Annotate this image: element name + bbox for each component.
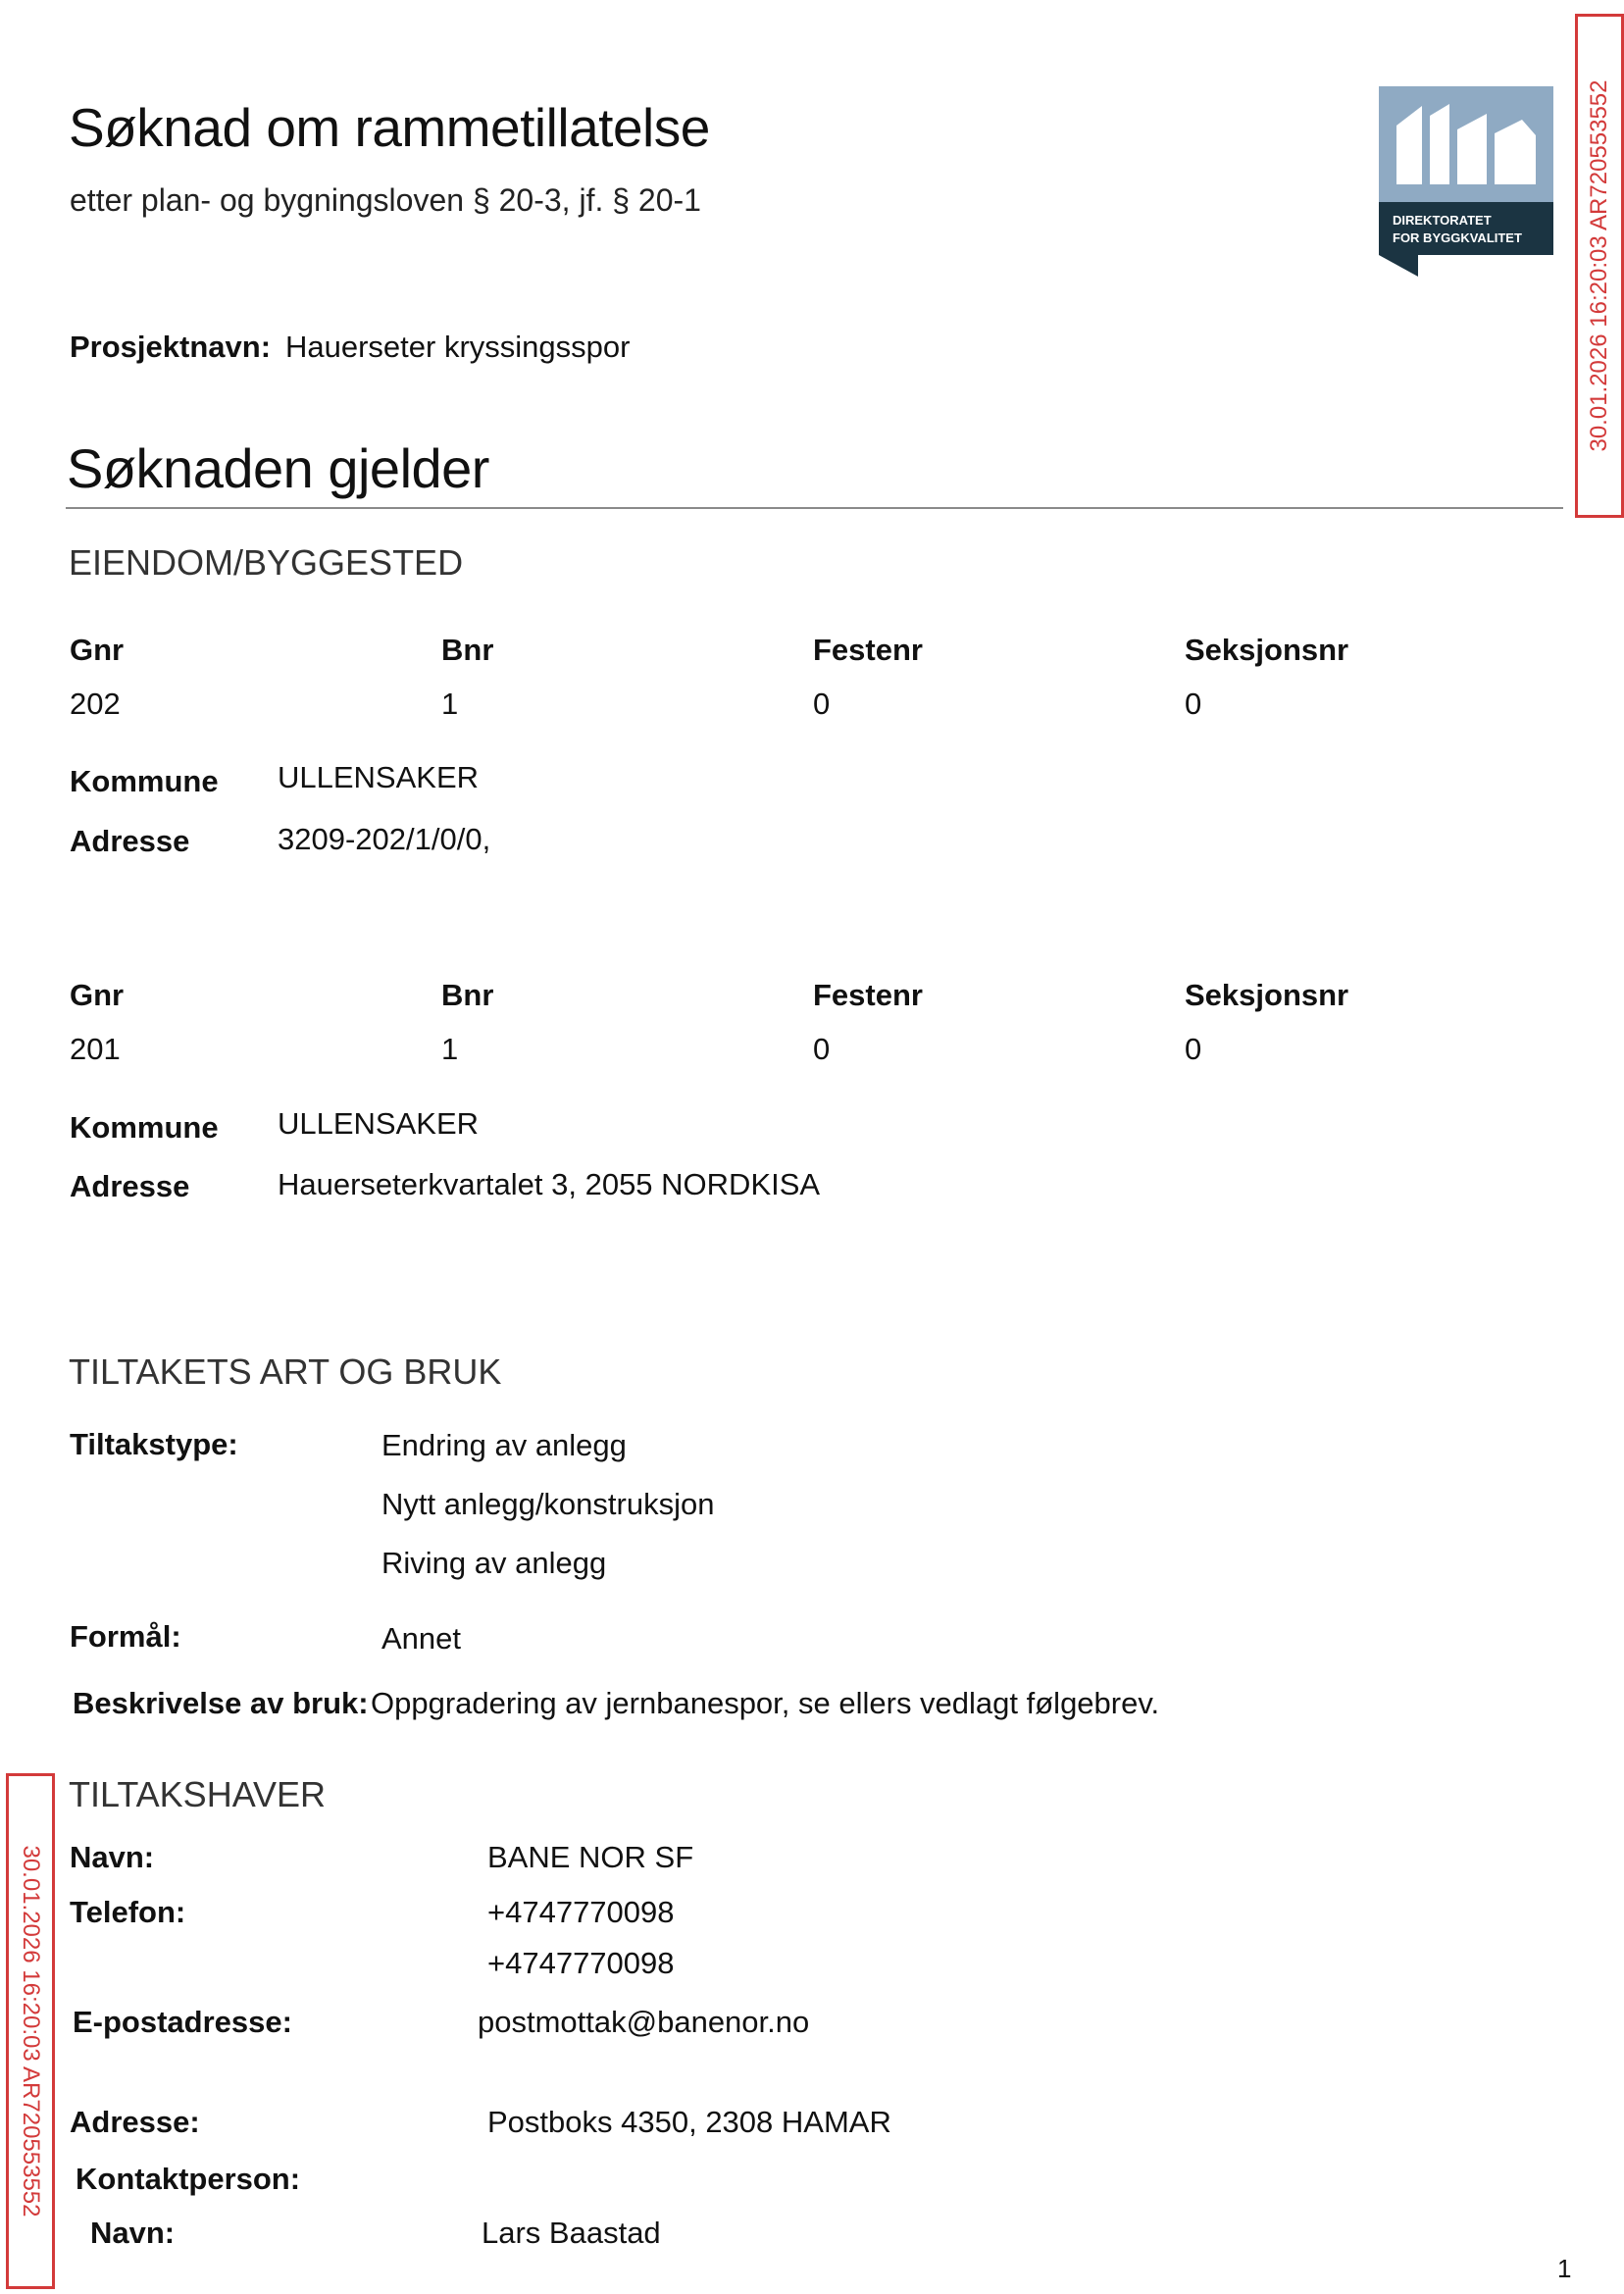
bnr-value: 1: [441, 1032, 459, 1066]
tiltakstype-value: Nytt anlegg/konstruksjon: [381, 1487, 715, 1521]
adresse-value: Postboks 4350, 2308 HAMAR: [487, 2105, 891, 2139]
gnr-value: 201: [70, 1032, 121, 1066]
tiltakstype-value: Riving av anlegg: [381, 1546, 607, 1580]
document-subtitle: etter plan- og bygningsloven § 20-3, jf. § 20-1: [70, 182, 701, 218]
beskrivelse-value: Oppgradering av jernbanespor, se ellers vedlagt følgebrev.: [371, 1686, 1160, 1720]
kommune-label: Kommune: [70, 764, 219, 798]
adresse-label: Adresse: [70, 824, 190, 858]
kontaktperson-label: Kontaktperson:: [76, 2162, 301, 2196]
tiltak-heading: TILTAKETS ART OG BRUK: [69, 1351, 502, 1392]
kommune-value: ULLENSAKER: [278, 760, 480, 794]
project-value: Hauerseter kryssingsspor: [285, 330, 631, 364]
kontakt-navn-label: Navn:: [90, 2216, 176, 2250]
adresse-label: Adresse: [70, 1169, 190, 1203]
epost-value: postmottak@banenor.no: [478, 2005, 810, 2039]
festenr-value: 0: [813, 687, 831, 721]
col-header-seksjonsnr: Seksjonsnr: [1185, 633, 1349, 667]
section-heading: Søknaden gjelder: [67, 437, 489, 499]
epost-label: E-postadresse:: [73, 2005, 292, 2039]
col-header-seksjonsnr: Seksjonsnr: [1185, 978, 1349, 1012]
adresse-value: 3209-202/1/0/0,: [278, 822, 491, 856]
formal-label: Formål:: [70, 1619, 181, 1654]
seksjonsnr-value: 0: [1185, 687, 1202, 721]
project-label: Prosjektnavn:: [70, 330, 272, 364]
telefon-label: Telefon:: [70, 1895, 186, 1929]
logo-text-line2: FOR BYGGKVALITET: [1393, 230, 1522, 245]
kontakt-navn-value: Lars Baastad: [482, 2216, 661, 2250]
col-header-festenr: Festenr: [813, 633, 923, 667]
kommune-label: Kommune: [70, 1110, 219, 1145]
seksjonsnr-value: 0: [1185, 1032, 1202, 1066]
dibk-logo: [1379, 86, 1553, 277]
bnr-value: 1: [441, 687, 459, 721]
kommune-value: ULLENSAKER: [278, 1106, 480, 1141]
navn-value: BANE NOR SF: [487, 1840, 694, 1874]
tiltakstype-label: Tiltakstype:: [70, 1427, 238, 1461]
section-divider: [66, 507, 1563, 509]
col-header-bnr: Bnr: [441, 978, 494, 1012]
col-header-gnr: Gnr: [70, 978, 125, 1012]
telefon-value: +4747770098: [487, 1895, 675, 1929]
page-number: 1: [1557, 2254, 1572, 2283]
adresse-value: Hauerseterkvartalet 3, 2055 NORDKISA: [278, 1167, 821, 1201]
gnr-value: 202: [70, 687, 121, 721]
receipt-stamp-top: [1575, 14, 1624, 518]
col-header-gnr: Gnr: [70, 633, 125, 667]
festenr-value: 0: [813, 1032, 831, 1066]
telefon-value: +4747770098: [487, 1946, 675, 1980]
adresse-label: Adresse:: [70, 2105, 200, 2139]
col-header-festenr: Festenr: [813, 978, 923, 1012]
receipt-stamp-left: [6, 1773, 55, 2289]
formal-value: Annet: [381, 1621, 462, 1656]
stamp-text: 30.01.2026 16:20:03 AR720553552: [18, 1845, 44, 2218]
navn-label: Navn:: [70, 1840, 155, 1874]
stamp-text: 30.01.2026 16:20:03 AR720553552: [1586, 79, 1612, 452]
property-heading: EIENDOM/BYGGESTED: [69, 542, 464, 583]
beskrivelse-label: Beskrivelse av bruk:: [73, 1686, 369, 1720]
logo-text-line1: DIREKTORATET: [1393, 213, 1492, 228]
col-header-bnr: Bnr: [441, 633, 494, 667]
document-title: Søknad om rammetillatelse: [69, 97, 710, 158]
tiltakshaver-heading: TILTAKSHAVER: [69, 1774, 327, 1814]
tiltakstype-value: Endring av anlegg: [381, 1428, 627, 1462]
